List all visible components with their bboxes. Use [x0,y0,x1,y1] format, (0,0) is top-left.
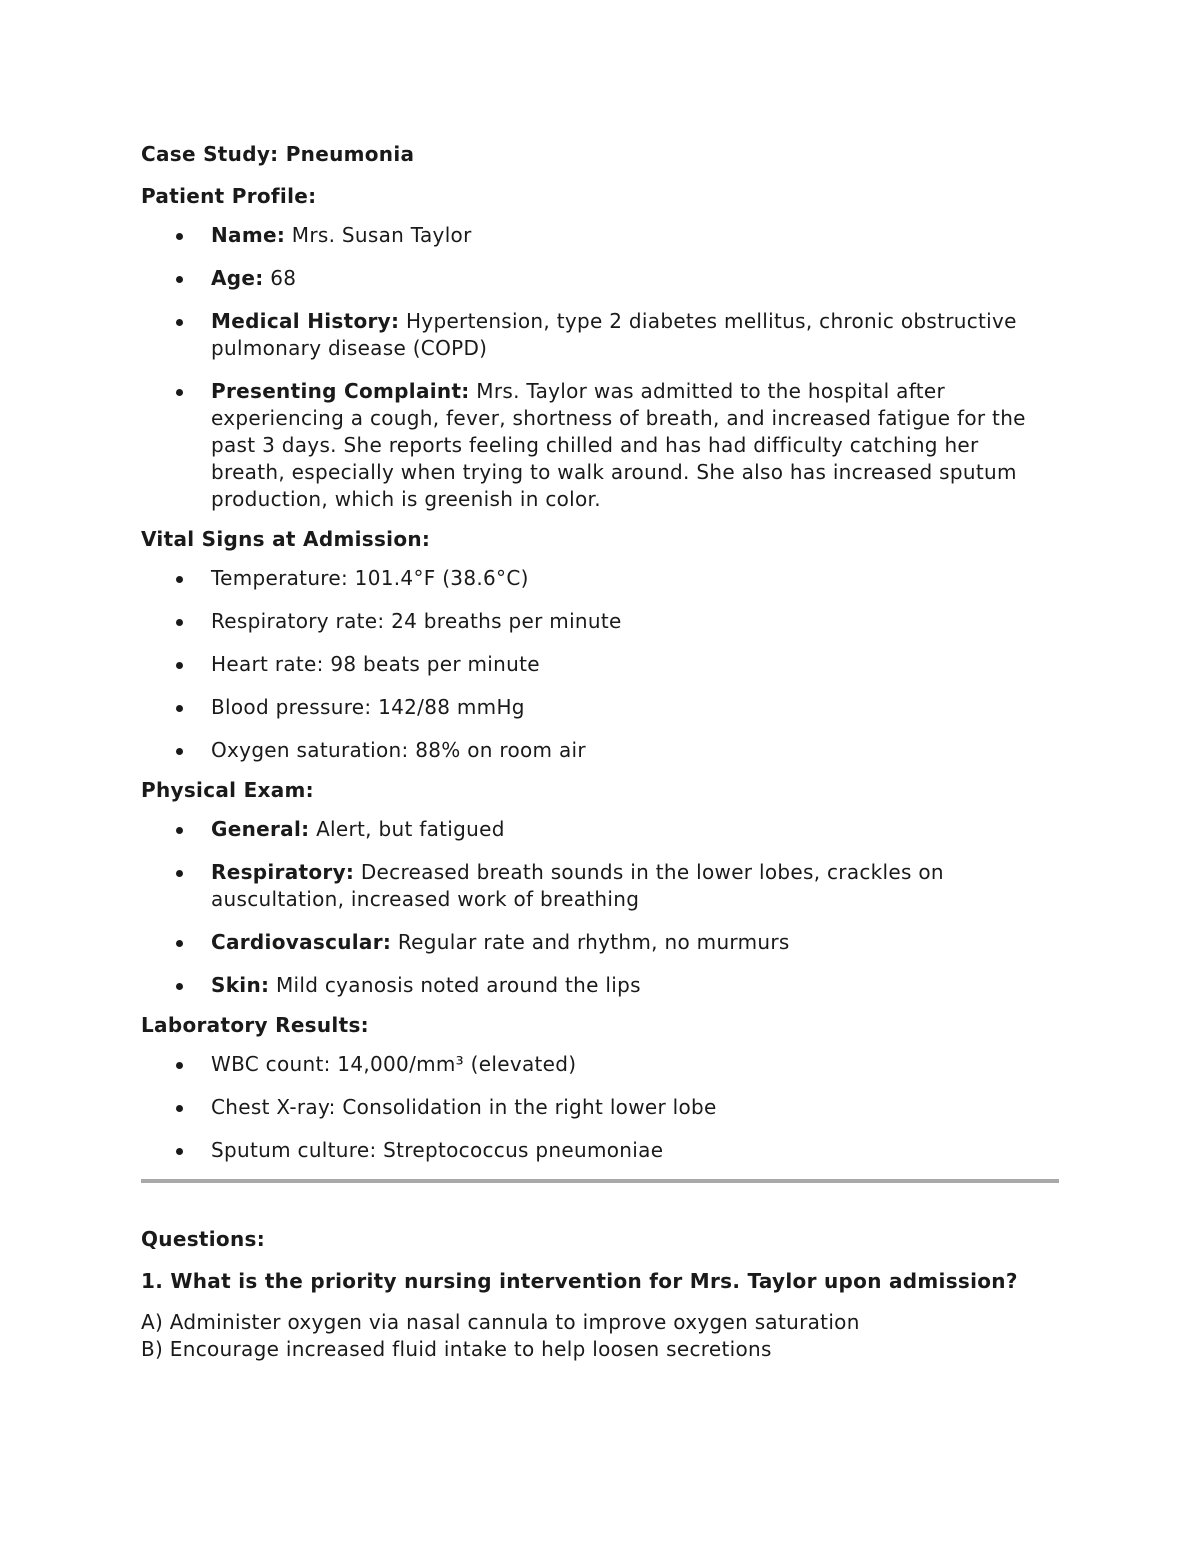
document-page [141,138,1059,1363]
patient-profile-list [141,222,1059,513]
item-text: Mrs. Susan Taylor [285,223,472,247]
horizontal-divider [141,1179,1059,1183]
vital-signs-list [141,565,1059,764]
answer-option-b: B) Encourage increased fluid intake to help loosen secretions [141,1337,772,1361]
bullet-icon [176,827,183,834]
item-text: Heart rate: 98 beats per minute [211,652,540,676]
bullet-icon [176,662,183,669]
item-text: Mild cyanosis noted around the lips [269,973,641,997]
list-item [141,308,1059,362]
list-item [141,608,1059,635]
bullet-icon [176,319,183,326]
laboratory-results-heading: Laboratory Results: [141,1013,369,1037]
item-label: Presenting Complaint: [211,379,470,403]
item-label: General: [211,817,310,841]
list-item [141,1051,1059,1078]
question-1-options [141,1309,1059,1363]
item-label: Age: [211,266,264,290]
bullet-icon [176,276,183,283]
bullet-icon [176,1062,183,1069]
item-text: Chest X-ray: Consolidation in the right lower lobe [211,1095,717,1119]
item-text: Blood pressure: 142/88 mmHg [211,695,525,719]
item-label: Skin: [211,973,270,997]
bullet-icon [176,748,183,755]
list-item [141,694,1059,721]
patient-profile-heading: Patient Profile: [141,184,317,208]
item-label: Medical History: [211,309,400,333]
item-text: Regular rate and rhythm, no murmurs [391,930,790,954]
item-label: Name: [211,223,286,247]
bullet-icon [176,705,183,712]
bullet-icon [176,389,183,396]
item-text: WBC count: 14,000/mm³ (elevated) [211,1052,577,1076]
item-text: Alert, but fatigued [309,817,505,841]
list-item [141,737,1059,764]
item-text: Hypertension, type 2 diabetes mellitus, chronic obstructive pulmonary disease (COPD) [211,309,1017,360]
item-label: Respiratory: [211,860,355,884]
list-item [141,1094,1059,1121]
vital-signs-heading: Vital Signs at Admission: [141,527,431,551]
bullet-icon [176,1148,183,1155]
list-item [141,972,1059,999]
bullet-icon [176,576,183,583]
item-text: Oxygen saturation: 88% on room air [211,738,586,762]
item-text: Respiratory rate: 24 breaths per minute [211,609,622,633]
document-title: Case Study: Pneumonia [141,142,415,166]
item-text: Decreased breath sounds in the lower lobes, crackles on auscultation, increased work of breathing [211,860,944,911]
physical-exam-list [141,816,1059,999]
bullet-icon [176,870,183,877]
bullet-icon [176,619,183,626]
bullet-icon [176,233,183,240]
laboratory-results-list [141,1051,1059,1164]
list-item [141,929,1059,956]
item-text: Sputum culture: Streptococcus pneumoniae [211,1138,664,1162]
bullet-icon [176,940,183,947]
list-item [141,1137,1059,1164]
list-item [141,816,1059,843]
bullet-icon [176,1105,183,1112]
list-item [141,222,1059,249]
list-item [141,859,1059,913]
list-item [141,378,1059,513]
item-text: Mrs. Taylor was admitted to the hospital after experiencing a cough, fever, shortness of breath, and increased fatigue for the past 3 days. She reports feeling chilled and has had difficulty catching her breath, especially when trying to walk around. She also has increased sputum production, which is greenish in color. [211,379,1026,511]
questions-heading: Questions: [141,1227,266,1251]
bullet-icon [176,983,183,990]
item-text: 68 [263,266,297,290]
item-text: Temperature: 101.4°F (38.6°C) [211,566,529,590]
question-1-text: 1. What is the priority nursing intervention for Mrs. Taylor upon admission? [141,1269,1018,1293]
list-item [141,565,1059,592]
answer-option-a: A) Administer oxygen via nasal cannula to improve oxygen saturation [141,1310,860,1334]
list-item [141,651,1059,678]
list-item [141,265,1059,292]
item-label: Cardiovascular: [211,930,392,954]
physical-exam-heading: Physical Exam: [141,778,314,802]
